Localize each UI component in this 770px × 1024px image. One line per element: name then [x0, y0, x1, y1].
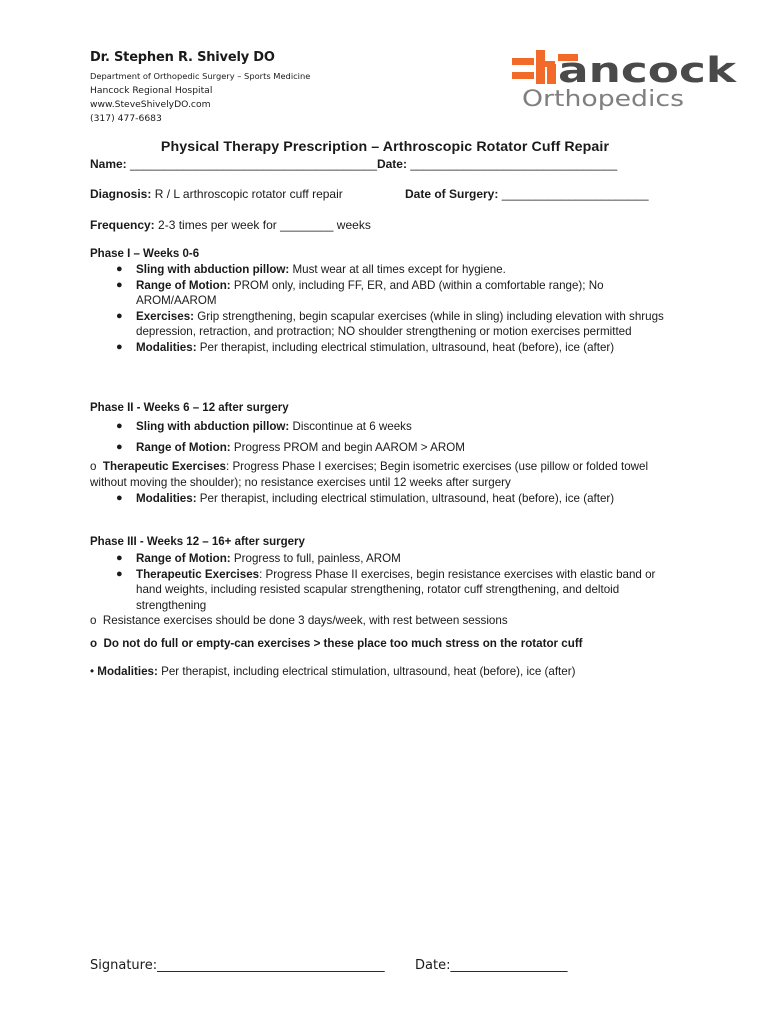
circle-bullet-icon: o	[90, 637, 98, 650]
phase2-list	[90, 416, 680, 458]
signature-date-label: Date:	[415, 958, 451, 973]
signature-row	[90, 958, 385, 973]
list-item	[90, 567, 680, 614]
phase2-modalities	[90, 491, 680, 507]
item-text: Per therapist, including electrical stimulation, ultrasound, heat (before), ice (after)	[199, 340, 615, 354]
phase3-title: Phase III - Weeks 12 – 16+ after surgery	[90, 536, 305, 548]
list-item	[90, 437, 680, 458]
list-item	[90, 278, 680, 309]
item-label: Range of Motion:	[136, 278, 231, 292]
item-label: Range of Motion:	[136, 552, 231, 565]
phase3-list	[90, 551, 680, 613]
small-bullet-icon: •	[90, 665, 95, 678]
item-text: Per therapist, including electrical stimulation, ultrasound, heat (before), ice (after)	[199, 492, 615, 505]
hancock-orthopedics-logo	[508, 44, 738, 110]
item-label: Sling with abduction pillow:	[136, 263, 290, 276]
bullet-icon: ●	[116, 567, 123, 580]
item-text: PROM only, including FF, ER, and ABD (within a comfortable range); No AROM/AAROM	[136, 278, 604, 308]
signature-date-field[interactable]: __________________	[450, 958, 568, 973]
phase1-list	[90, 262, 680, 356]
item-text: : Progress Phase I exercises; Begin isometric exercises (use pillow or folded towel without moving the shoulder); no resistance exercises until 12 weeks after surgery	[90, 460, 649, 489]
doctor-name: Dr. Stephen R. Shively DO	[90, 50, 275, 65]
item-text: Do not do full or empty-can exercises > these place too much stress on the rotator cuff	[103, 637, 583, 650]
name-label: Name:	[90, 157, 127, 171]
item-label: Modalities:	[97, 665, 158, 678]
phase1-title: Phase I – Weeks 0-6	[90, 248, 200, 260]
list-item	[90, 340, 680, 356]
item-label: Modalities:	[136, 340, 197, 354]
circle-bullet-icon: o	[90, 614, 97, 627]
item-text: Progress to full, painless, AROM	[233, 552, 401, 565]
frequency-value[interactable]: 2-3 times per week for ________ weeks	[158, 218, 371, 232]
list-item	[90, 262, 680, 278]
document-title: Physical Therapy Prescription – Arthroscopic Rotator Cuff Repair	[160, 139, 610, 155]
list-item	[90, 551, 680, 567]
frequency-label: Frequency:	[90, 218, 155, 232]
phase3-resistance-note	[90, 613, 680, 629]
logo-word-ancock: ancock	[558, 51, 737, 91]
bullet-icon: ●	[116, 420, 123, 432]
item-text: : Progress Phase II exercises, begin resistance exercises with elastic band or hand weights, including resisted scapular strengthening, rotator cuff strengthening, and deltoid strengthening	[136, 567, 656, 612]
bullet-icon: ●	[116, 552, 123, 564]
hospital: Hancock Regional Hospital	[90, 85, 213, 96]
phase3-warning	[90, 636, 680, 652]
list-item	[90, 416, 680, 437]
item-label: Range of Motion:	[136, 441, 231, 454]
signature-field[interactable]: ___________________________________	[157, 958, 385, 973]
item-label: Sling with abduction pillow:	[136, 420, 290, 433]
signature-date-row	[415, 958, 567, 973]
item-text: Resistance exercises should be done 3 days/week, with rest between sessions	[102, 614, 508, 627]
surgery-date-label: Date of Surgery:	[405, 187, 499, 201]
item-label: Therapeutic Exercises	[102, 460, 226, 473]
bullet-icon: ●	[116, 441, 123, 453]
item-text: Grip strengthening, begin scapular exercises (while in sling) including elevation with shrugs depression, retraction, and protraction; NO shoulder strengthening or motion exercises permitted	[136, 309, 664, 339]
bullet-icon: ●	[116, 340, 123, 353]
diagnosis-label: Diagnosis:	[90, 187, 152, 201]
item-text: Per therapist, including electrical stimulation, ultrasound, heat (before), ice (after)	[161, 665, 576, 678]
surgery-date-row	[405, 187, 649, 201]
bullet-icon: ●	[116, 492, 123, 504]
item-label: Exercises:	[136, 309, 195, 323]
phase3-modalities	[90, 664, 680, 680]
item-label: Modalities:	[136, 492, 197, 505]
name-date-row	[90, 157, 617, 171]
item-text: Discontinue at 6 weeks	[292, 420, 412, 433]
circle-bullet-icon: o	[90, 460, 97, 473]
diagnosis-value[interactable]: R / L arthroscopic rotator cuff repair	[154, 187, 343, 201]
list-item	[90, 309, 680, 340]
frequency-row	[90, 218, 371, 232]
website: www.SteveShivelyDO.com	[90, 99, 211, 110]
name-field[interactable]: _____________________________________	[130, 157, 377, 171]
phase2-therapeutic-exercises	[90, 459, 680, 491]
bullet-icon: ●	[116, 309, 123, 322]
logo-word-orthopedics: Orthopedics	[522, 87, 684, 110]
item-text: Must wear at all times except for hygiene.	[292, 263, 506, 276]
bullet-icon: ●	[116, 278, 123, 291]
date-field[interactable]: _______________________________	[410, 157, 618, 171]
doctor-header	[90, 50, 310, 126]
date-label: Date:	[376, 157, 407, 171]
phase2-title: Phase II - Weeks 6 – 12 after surgery	[90, 402, 289, 414]
item-text: Progress PROM and begin AAROM > AROM	[233, 441, 465, 454]
list-item	[90, 491, 680, 507]
phone: (317) 477-6683	[90, 113, 162, 124]
department: Department of Orthopedic Surgery – Sports Medicine	[90, 71, 311, 81]
surgery-date-field[interactable]: ______________________	[501, 187, 649, 201]
signature-label: Signature:	[90, 958, 158, 973]
item-label: Therapeutic Exercises	[136, 567, 260, 581]
diagnosis-row	[90, 187, 343, 201]
bullet-icon: ●	[116, 263, 123, 275]
